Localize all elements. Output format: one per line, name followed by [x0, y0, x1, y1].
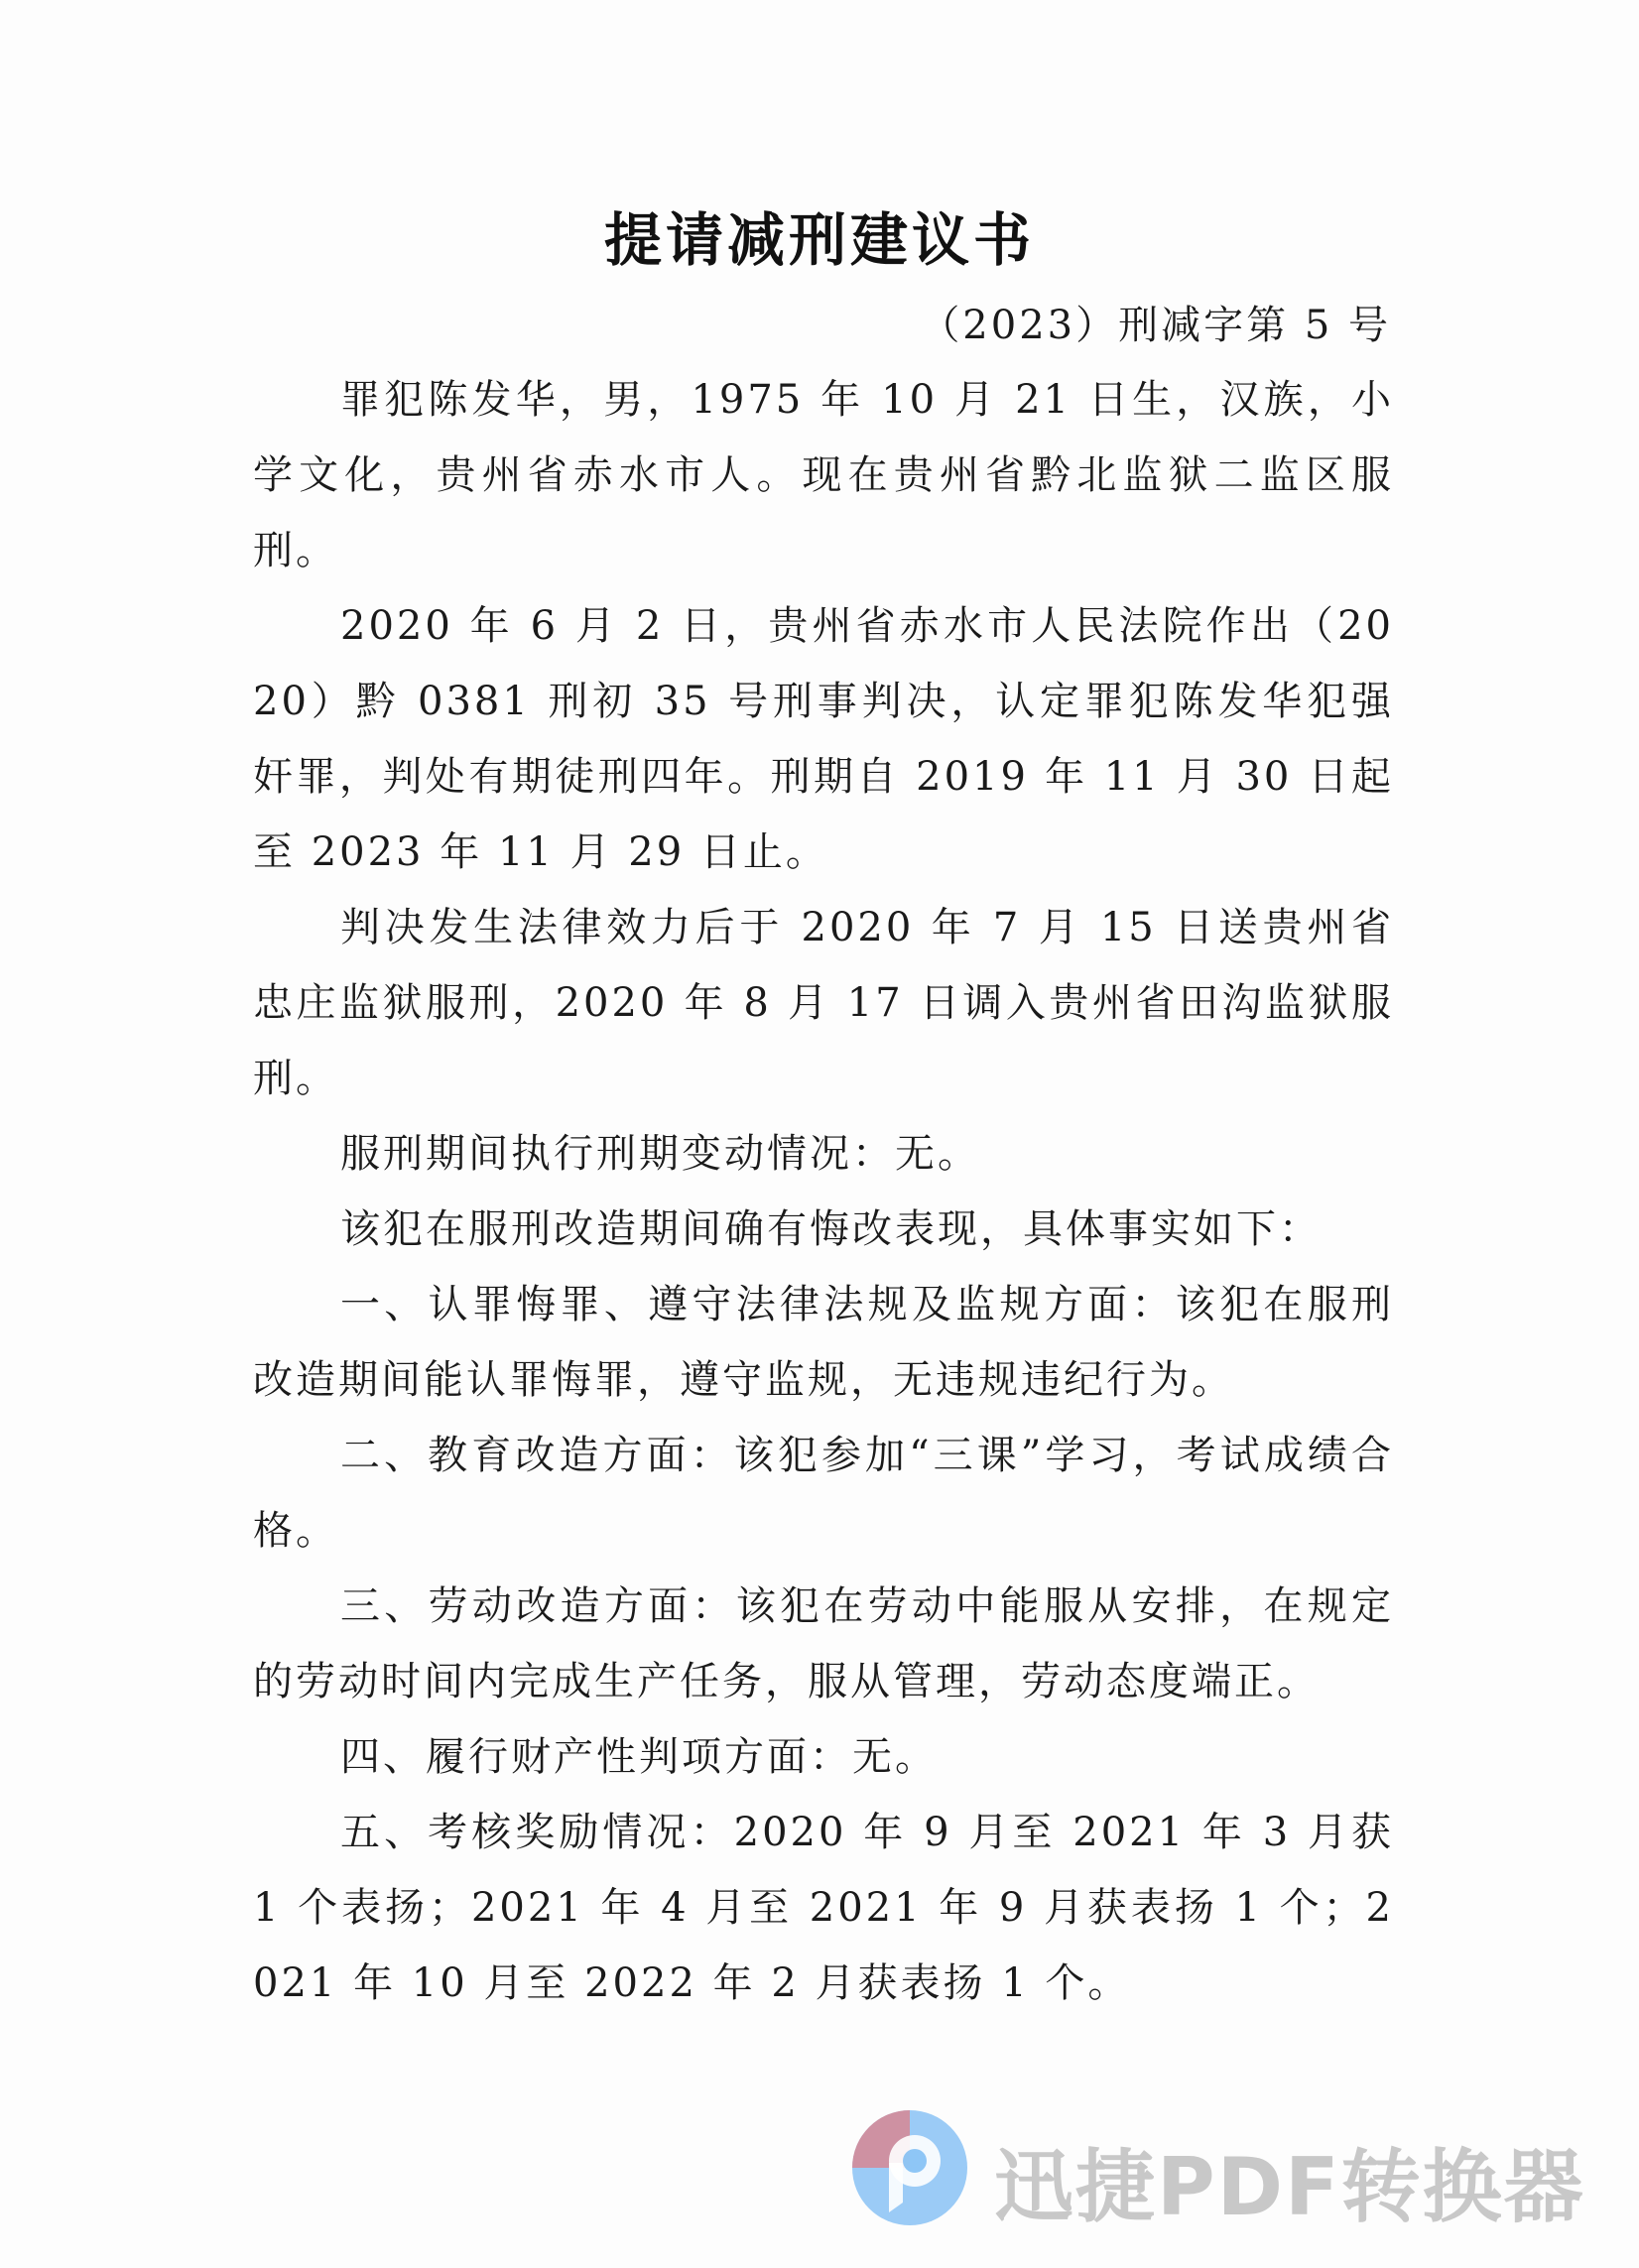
paragraph: 2020 年 6 月 2 日，贵州省赤水市人民法院作出（2020）黔 0381 刑初 35 号刑事判决，认定罪犯陈发华犯强奸罪，判处有期徒刑四年。刑期自 2019 年 11 月 30 日起至 2023 年 11 月 29 日止。 [253, 603, 1394, 875]
paragraph: 服刑期间执行刑期变动情况：无。 [340, 1131, 980, 1177]
watermark-text: 迅捷PDF转换器 [994, 2141, 1585, 2233]
paragraph: 五、考核奖励情况：2020 年 9 月至 2021 年 3 月获 1 个表扬；2021 年 4 月至 2021 年 9 月获表扬 1 个；2021 年 10 月至 2022 年 2 月获表扬 1 个。 [253, 1810, 1394, 2006]
paragraph: 一、认罪悔罪、遵守法律法规及监规方面：该犯在服刑改造期间能认罪悔罪，遵守监规，无违规违纪行为。 [253, 1282, 1394, 1403]
document-number: （2023）刑减字第 5 号 [920, 303, 1391, 348]
paragraph: 判决发生法律效力后于 2020 年 7 月 15 日送贵州省忠庄监狱服刑，2020 年 8 月 17 日调入贵州省田沟监狱服刑。 [253, 905, 1394, 1101]
paragraph: 罪犯陈发华，男，1975 年 10 月 21 日生，汉族，小学文化，贵州省赤水市人。现在贵州省黔北监狱二监区服刑。 [253, 377, 1394, 573]
watermark [845, 2103, 1599, 2242]
paragraph: 四、履行财产性判项方面：无。 [340, 1734, 938, 1780]
paragraph: 该犯在服刑改造期间确有悔改表现，具体事实如下： [340, 1206, 1322, 1252]
xunjie-logo-icon [845, 2103, 974, 2232]
paragraph: 二、教育改造方面：该犯参加“三课”学习，考试成绩合格。 [253, 1433, 1394, 1554]
paragraph: 三、劳动改造方面：该犯在劳动中能服从安排，在规定的劳动时间内完成生产任务，服从管理，劳动态度端正。 [253, 1583, 1394, 1704]
document-title: 提请减刑建议书 [603, 206, 1035, 274]
document-body [253, 362, 1394, 2021]
